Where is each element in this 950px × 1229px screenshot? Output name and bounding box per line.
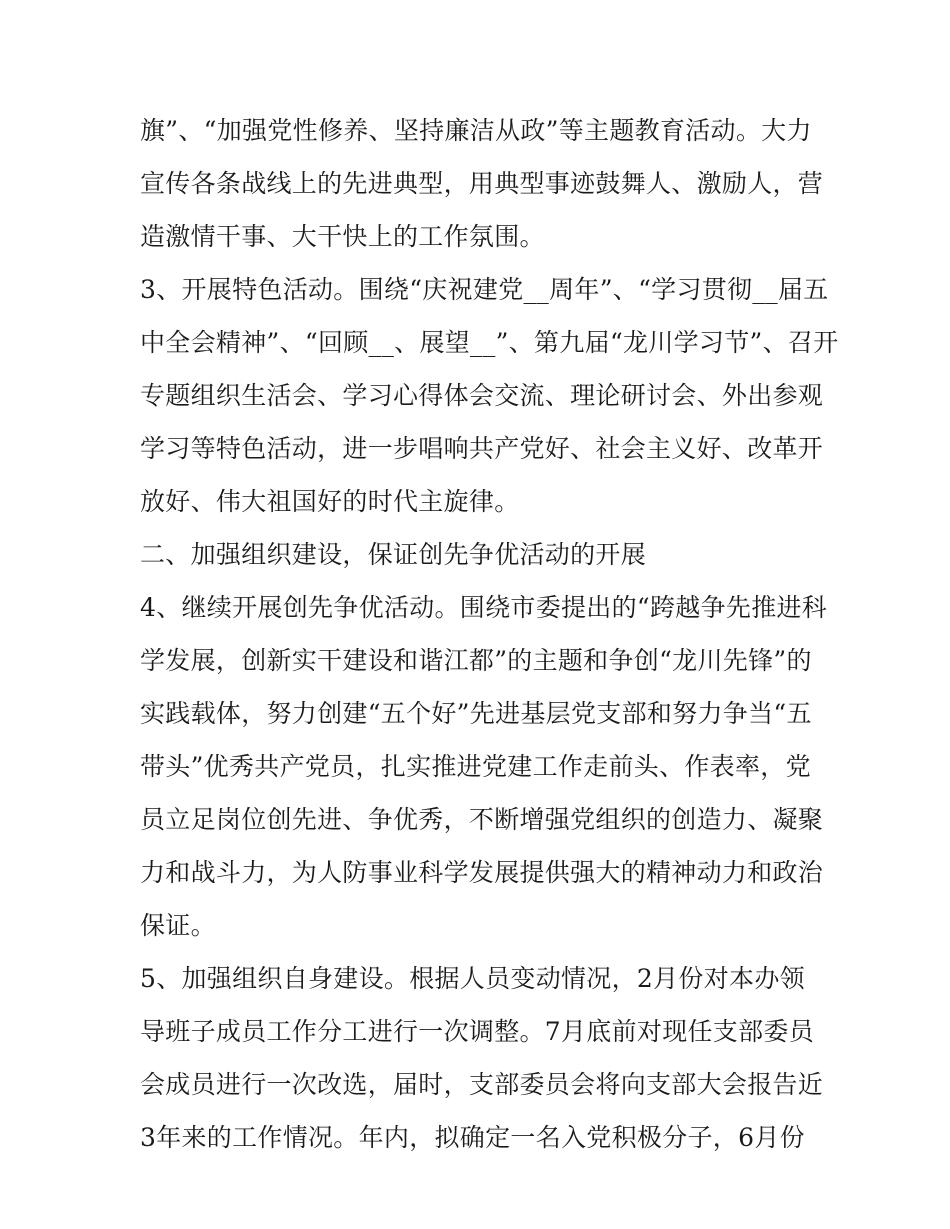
text-line: 放好、伟大祖国好的时代主旋律。 [140, 487, 520, 516]
text-line: 保证。 [140, 911, 216, 940]
document-page [140, 104, 839, 1164]
text-line: 带头”优秀共产党员，扎实推进党建工作走前头、作表率，党 [140, 752, 811, 781]
text-line: 导班子成员工作分工进行一次调整。7月底前对现任支部委员 [140, 1017, 815, 1046]
text-line: 员立足岗位创先进、争优秀，不断增强党组织的创造力、凝聚 [140, 805, 824, 834]
text-line: 专题组织生活会、学习心得体会交流、理论研讨会、外出参观 [140, 381, 824, 410]
text-line: 3年来的工作情况。年内，拟确定一名入党积极分子，6月份 [140, 1123, 805, 1152]
section-heading: 二、加强组织建设，保证创先争优活动的开展 [140, 540, 647, 569]
text-line: 5、加强组织自身建设。根据人员变动情况，2月份对本办领 [140, 964, 805, 993]
text-line: 旗”、“加强党性修养、坚持廉洁从政”等主题教育活动。大力 [140, 116, 812, 145]
text-line: 造激情干事、大干快上的工作氛围。 [140, 222, 545, 251]
text-line: 力和战斗力，为人防事业科学发展提供强大的精神动力和政治 [140, 858, 824, 887]
text-line: 宣传各条战线上的先进典型，用典型事迹鼓舞人、激励人，营 [140, 169, 824, 198]
text-line: 中全会精神”、“回顾__、展望__”、第九届“龙川学习节”、召开 [140, 328, 839, 357]
text-line: 4、继续开展创先争优活动。围绕市委提出的“跨越争先推进科 [140, 593, 828, 622]
text-line: 会成员进行一次改选，届时，支部委员会将向支部大会报告近 [140, 1070, 824, 1099]
text-line: 实践载体，努力创建“五个好”先进基层党支部和努力争当“五 [140, 699, 812, 728]
text-line: 3、开展特色活动。围绕“庆祝建党__周年”、“学习贯彻__届五 [140, 275, 829, 304]
text-line: 学发展，创新实干建设和谐江都”的主题和争创“龙川先锋”的 [140, 646, 812, 675]
text-line: 学习等特色活动，进一步唱响共产党好、社会主义好、改革开 [140, 434, 824, 463]
